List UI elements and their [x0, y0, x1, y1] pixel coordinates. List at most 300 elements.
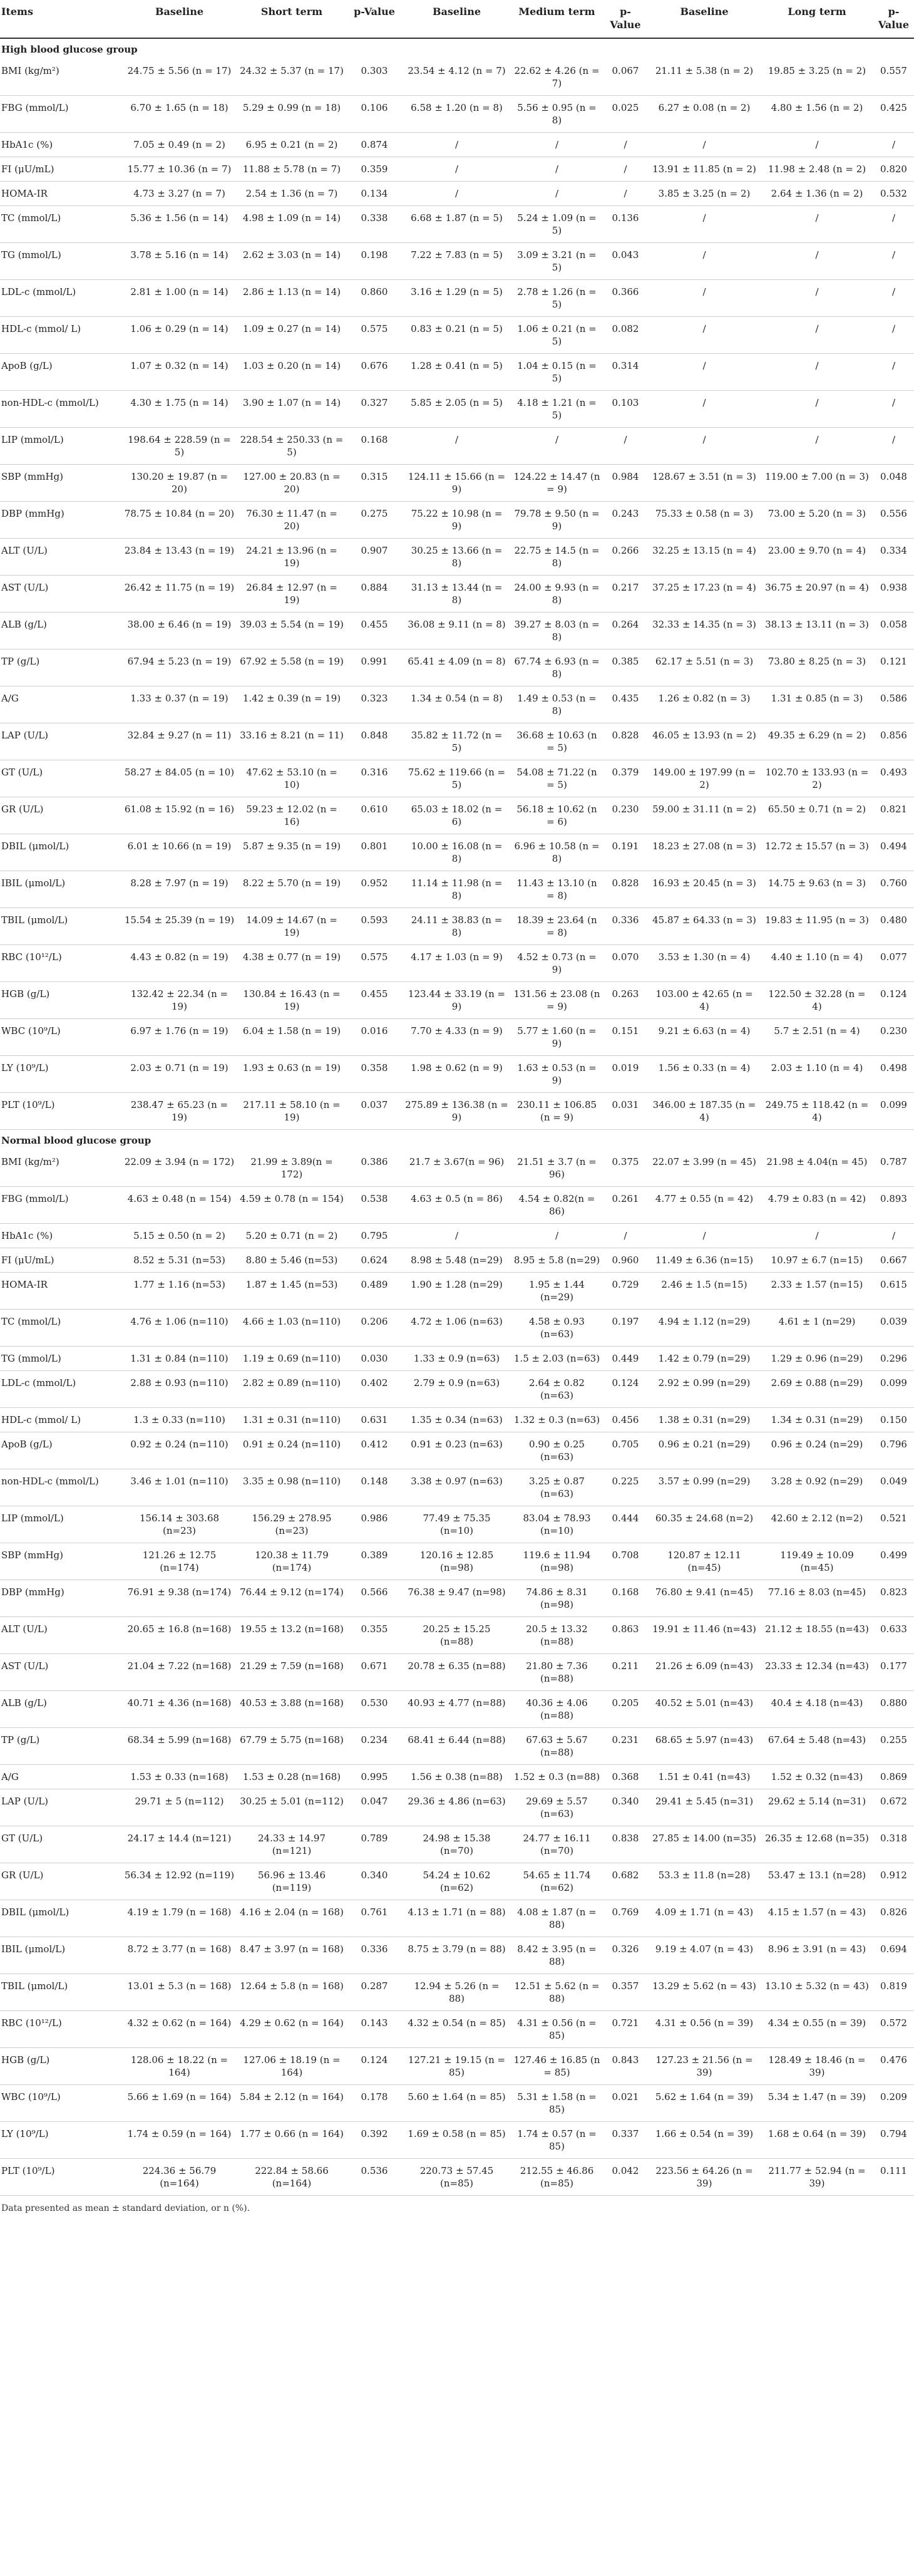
table-cell: 1.42 ± 0.79 (n=29) [648, 1347, 761, 1371]
table-cell: 0.530 [346, 1691, 403, 1728]
table-cell: 0.893 [873, 1187, 914, 1224]
row-label: LDL-c (mmol/L) [0, 280, 121, 317]
table-cell: 0.761 [346, 1900, 403, 1937]
row-label: BMI (kg/m²) [0, 1150, 121, 1187]
table-row [0, 1543, 914, 1580]
table-cell: 6.01 ± 10.66 (n = 19) [121, 834, 237, 871]
table-row [0, 1224, 914, 1248]
table-cell: 6.27 ± 0.08 (n = 2) [648, 96, 761, 133]
table-row [0, 576, 914, 613]
table-cell: 6.97 ± 1.76 (n = 19) [121, 1019, 237, 1056]
table-cell: 21.12 ± 18.55 (n=43) [761, 1617, 873, 1654]
table-cell: 220.73 ± 57.45 (n=85) [403, 2159, 511, 2196]
table-cell: 4.31 ± 0.56 (n = 85) [511, 2011, 603, 2048]
row-label: LAP (U/L) [0, 723, 121, 760]
row-label: FBG (mmol/L) [0, 96, 121, 133]
table-cell: 2.78 ± 1.26 (n = 5) [511, 280, 603, 317]
row-label: HOMA-IR [0, 182, 121, 206]
row-label: ApoB (g/L) [0, 1432, 121, 1469]
table-cell: 3.35 ± 0.98 (n=110) [237, 1469, 346, 1506]
table-cell: 6.58 ± 1.20 (n = 8) [403, 96, 511, 133]
table-cell: 5.31 ± 1.58 (n = 85) [511, 2085, 603, 2122]
table-cell: 0.631 [346, 1408, 403, 1432]
table-row [0, 1150, 914, 1187]
table-cell: 0.206 [346, 1310, 403, 1347]
table-cell: 4.08 ± 1.87 (n = 88) [511, 1900, 603, 1937]
table-cell: 0.230 [603, 797, 648, 834]
table-cell: 1.06 ± 0.29 (n = 14) [121, 317, 237, 354]
table-cell: 1.34 ± 0.31 (n=29) [761, 1408, 873, 1432]
table-cell: / [511, 428, 603, 465]
table-cell: 0.359 [346, 157, 403, 182]
table-cell: 0.231 [603, 1728, 648, 1765]
table-cell: 119.00 ± 7.00 (n = 3) [761, 465, 873, 502]
table-cell: 0.912 [873, 1863, 914, 1900]
table-footnote: Data presented as mean ± standard deviation, or n (%). [1, 2203, 250, 2213]
table-cell: 0.705 [603, 1432, 648, 1469]
table-cell: 0.358 [346, 1056, 403, 1093]
table-cell: 0.986 [346, 1506, 403, 1543]
table-cell: 1.26 ± 0.82 (n = 3) [648, 686, 761, 723]
table-row [0, 243, 914, 280]
table-cell: 0.327 [346, 391, 403, 428]
table-cell: 211.77 ± 52.94 (n = 39) [761, 2159, 873, 2196]
table-cell: / [648, 428, 761, 465]
table-cell: 156.14 ± 303.68 (n=23) [121, 1506, 237, 1543]
table-row [0, 502, 914, 539]
table-cell: 3.53 ± 1.30 (n = 4) [648, 945, 761, 982]
table-cell: / [603, 133, 648, 157]
table-cell: 238.47 ± 65.23 (n = 19) [121, 1093, 237, 1130]
table-cell: 0.476 [873, 2048, 914, 2085]
table-cell: 0.111 [873, 2159, 914, 2196]
table-cell: / [403, 1224, 511, 1248]
table-cell: 1.33 ± 0.9 (n=63) [403, 1347, 511, 1371]
table-cell: 59.23 ± 12.02 (n = 16) [237, 797, 346, 834]
table-cell: 0.435 [603, 686, 648, 723]
table-cell: 0.449 [603, 1347, 648, 1371]
table-cell: 26.35 ± 12.68 (n=35) [761, 1826, 873, 1863]
table-cell: 0.168 [603, 1580, 648, 1617]
table-cell: 4.17 ± 1.03 (n = 9) [403, 945, 511, 982]
row-label: GR (U/L) [0, 1863, 121, 1900]
table-cell: 149.00 ± 197.99 (n = 2) [648, 760, 761, 797]
table-cell: 0.209 [873, 2085, 914, 2122]
table-cell: 3.25 ± 0.87 (n=63) [511, 1469, 603, 1506]
table-cell: 5.87 ± 9.35 (n = 19) [237, 834, 346, 871]
row-label: WBC (10⁹/L) [0, 2085, 121, 2122]
table-cell: 0.379 [603, 760, 648, 797]
table-cell: 4.38 ± 0.77 (n = 19) [237, 945, 346, 982]
table-cell: 16.93 ± 20.45 (n = 3) [648, 871, 761, 908]
table-cell: / [648, 206, 761, 243]
table-cell: 40.52 ± 5.01 (n=43) [648, 1691, 761, 1728]
table-cell: 0.334 [873, 539, 914, 576]
table-cell: 0.795 [346, 1224, 403, 1248]
table-cell: 0.960 [603, 1248, 648, 1273]
table-cell: 19.85 ± 3.25 (n = 2) [761, 59, 873, 96]
row-label: ALT (U/L) [0, 539, 121, 576]
table-cell: 11.43 ± 13.10 (n = 8) [511, 871, 603, 908]
table-cell: 1.04 ± 0.15 (n = 5) [511, 354, 603, 391]
table-cell: 6.95 ± 0.21 (n = 2) [237, 133, 346, 157]
table-cell: 0.96 ± 0.21 (n=29) [648, 1432, 761, 1469]
table-cell: 5.34 ± 1.47 (n = 39) [761, 2085, 873, 2122]
table-cell: 102.70 ± 133.93 (n = 2) [761, 760, 873, 797]
table-cell: 3.38 ± 0.97 (n=63) [403, 1469, 511, 1506]
table-cell: 0.672 [873, 1789, 914, 1826]
table-cell: 23.00 ± 9.70 (n = 4) [761, 539, 873, 576]
table-cell: / [761, 280, 873, 317]
table-cell: 4.72 ± 1.06 (n=63) [403, 1310, 511, 1347]
table-cell: 212.55 ± 46.86 (n=85) [511, 2159, 603, 2196]
table-row [0, 1863, 914, 1900]
table-cell: 13.29 ± 5.62 (n = 43) [648, 1974, 761, 2011]
table-cell: 0.856 [873, 723, 914, 760]
table-cell: 4.18 ± 1.21 (n = 5) [511, 391, 603, 428]
table-cell: 22.75 ± 14.5 (n = 8) [511, 539, 603, 576]
table-cell: 2.54 ± 1.36 (n = 7) [237, 182, 346, 206]
table-cell: 0.386 [346, 1150, 403, 1187]
table-cell: 24.17 ± 14.4 (n=121) [121, 1826, 237, 1863]
table-cell: 1.52 ± 0.32 (n=43) [761, 1765, 873, 1789]
table-cell: 0.340 [346, 1863, 403, 1900]
table-cell: 128.67 ± 3.51 (n = 3) [648, 465, 761, 502]
table-cell: 67.79 ± 5.75 (n=168) [237, 1728, 346, 1765]
table-cell: 123.44 ± 33.19 (n = 9) [403, 982, 511, 1019]
table-cell: 65.03 ± 18.02 (n = 6) [403, 797, 511, 834]
table-cell: 1.87 ± 1.45 (n=53) [237, 1273, 346, 1310]
table-cell: 0.91 ± 0.23 (n=63) [403, 1432, 511, 1469]
table-cell: 0.368 [603, 1765, 648, 1789]
table-cell: 11.88 ± 5.78 (n = 7) [237, 157, 346, 182]
table-cell: 8.42 ± 3.95 (n = 88) [511, 1937, 603, 1974]
table-cell: 124.11 ± 15.66 (n = 9) [403, 465, 511, 502]
table-cell: 0.907 [346, 539, 403, 576]
row-label: PLT (10⁹/L) [0, 2159, 121, 2196]
table-cell: 0.615 [873, 1273, 914, 1310]
table-cell: 2.82 ± 0.89 (n=110) [237, 1371, 346, 1408]
table-cell: 8.72 ± 3.77 (n = 168) [121, 1937, 237, 1974]
table-cell: 127.23 ± 21.56 (n = 39) [648, 2048, 761, 2085]
row-label: PLT (10⁹/L) [0, 1093, 121, 1130]
table-cell: 5.36 ± 1.56 (n = 14) [121, 206, 237, 243]
table-cell: 120.38 ± 11.79 (n=174) [237, 1543, 346, 1580]
table-row [0, 1371, 914, 1408]
table-cell: / [603, 428, 648, 465]
table-cell: 33.16 ± 8.21 (n = 11) [237, 723, 346, 760]
table-cell: 1.03 ± 0.20 (n = 14) [237, 354, 346, 391]
column-header: p-Value [603, 1, 648, 38]
table-row [0, 1187, 914, 1224]
table-row [0, 2159, 914, 2196]
table-cell: 21.11 ± 5.38 (n = 2) [648, 59, 761, 96]
row-label: SBP (mmHg) [0, 1543, 121, 1580]
table-cell: 77.49 ± 75.35 (n=10) [403, 1506, 511, 1543]
table-cell: 0.021 [603, 2085, 648, 2122]
row-label: HbA1c (%) [0, 1224, 121, 1248]
header-row [0, 1, 914, 38]
table-cell: 22.09 ± 3.94 (n = 172) [121, 1150, 237, 1187]
table-row [0, 280, 914, 317]
table-row [0, 1273, 914, 1310]
table-cell: 4.63 ± 0.5 (n = 86) [403, 1187, 511, 1224]
table-cell: 0.168 [346, 428, 403, 465]
table-cell: / [873, 354, 914, 391]
table-cell: 127.21 ± 19.15 (n = 85) [403, 2048, 511, 2085]
table-cell: 0.828 [603, 723, 648, 760]
table-cell: 5.66 ± 1.69 (n = 164) [121, 2085, 237, 2122]
table-cell: 0.586 [873, 686, 914, 723]
row-label: GT (U/L) [0, 1826, 121, 1863]
table-cell: 0.287 [346, 1974, 403, 2011]
table-cell: / [761, 391, 873, 428]
table-cell: 1.19 ± 0.69 (n=110) [237, 1347, 346, 1371]
row-label: DBP (mmHg) [0, 502, 121, 539]
table-cell: 0.337 [603, 2122, 648, 2159]
table-cell: 4.63 ± 0.48 (n = 154) [121, 1187, 237, 1224]
table-cell: 12.94 ± 5.26 (n = 88) [403, 1974, 511, 2011]
table-cell: 0.030 [346, 1347, 403, 1371]
row-label: LIP (mmol/L) [0, 428, 121, 465]
table-cell: 0.708 [603, 1543, 648, 1580]
table-cell: 47.62 ± 53.10 (n = 10) [237, 760, 346, 797]
table-cell: 8.95 ± 5.8 (n=29) [511, 1248, 603, 1273]
row-label: ALB (g/L) [0, 1691, 121, 1728]
table-cell: 0.016 [346, 1019, 403, 1056]
table-cell: 0.860 [346, 280, 403, 317]
table-row [0, 391, 914, 428]
table-cell: 32.25 ± 13.15 (n = 4) [648, 539, 761, 576]
row-label: DBP (mmHg) [0, 1580, 121, 1617]
table-cell: 0.676 [346, 354, 403, 391]
table-cell: 0.863 [603, 1617, 648, 1654]
row-label: HOMA-IR [0, 1273, 121, 1310]
table-cell: 0.121 [873, 649, 914, 686]
table-cell: 0.019 [603, 1056, 648, 1093]
table-cell: 5.29 ± 0.99 (n = 18) [237, 96, 346, 133]
table-cell: 2.62 ± 3.03 (n = 14) [237, 243, 346, 280]
row-label: GT (U/L) [0, 760, 121, 797]
table-row [0, 2085, 914, 2122]
table-cell: 0.843 [603, 2048, 648, 2085]
table-cell: 40.4 ± 4.18 (n=43) [761, 1691, 873, 1728]
table-cell: 65.50 ± 0.71 (n = 2) [761, 797, 873, 834]
table-cell: 4.52 ± 0.73 (n = 9) [511, 945, 603, 982]
table-cell: 3.28 ± 0.92 (n=29) [761, 1469, 873, 1506]
table-cell: 0.077 [873, 945, 914, 982]
table-cell: 0.575 [346, 317, 403, 354]
table-cell: 74.86 ± 8.31 (n=98) [511, 1580, 603, 1617]
table-cell: 0.042 [603, 2159, 648, 2196]
column-header: Baseline [121, 1, 237, 38]
table-cell: 0.106 [346, 96, 403, 133]
table-cell: 6.04 ± 1.58 (n = 19) [237, 1019, 346, 1056]
row-label: TP (g/L) [0, 649, 121, 686]
table-cell: 32.84 ± 9.27 (n = 11) [121, 723, 237, 760]
table-cell: / [761, 317, 873, 354]
table-cell: 1.90 ± 1.28 (n=29) [403, 1273, 511, 1310]
table-cell: 1.42 ± 0.39 (n = 19) [237, 686, 346, 723]
table-cell: 4.73 ± 3.27 (n = 7) [121, 182, 237, 206]
table-cell: 20.25 ± 15.25 (n=88) [403, 1617, 511, 1654]
table-cell: 21.98 ± 4.04(n = 45) [761, 1150, 873, 1187]
table-cell: 0.952 [346, 871, 403, 908]
table-cell: / [873, 243, 914, 280]
table-cell: 29.36 ± 4.86 (n=63) [403, 1789, 511, 1826]
table-cell: / [603, 182, 648, 206]
table-cell: 1.09 ± 0.27 (n = 14) [237, 317, 346, 354]
table-cell: 0.143 [346, 2011, 403, 2048]
table-cell: 2.79 ± 0.9 (n=63) [403, 1371, 511, 1408]
table-row [0, 1310, 914, 1347]
table-row [0, 157, 914, 182]
table-cell: 46.05 ± 13.93 (n = 2) [648, 723, 761, 760]
table-cell: 7.22 ± 7.83 (n = 5) [403, 243, 511, 280]
table-cell: 0.566 [346, 1580, 403, 1617]
table-cell: 5.77 ± 1.60 (n = 9) [511, 1019, 603, 1056]
table-cell: 124.22 ± 14.47 (n = 9) [511, 465, 603, 502]
table-cell: 20.65 ± 16.8 (n=168) [121, 1617, 237, 1654]
row-label: TC (mmol/L) [0, 206, 121, 243]
results-table [0, 1, 914, 2196]
table-cell: 275.89 ± 136.38 (n = 9) [403, 1093, 511, 1130]
table-cell: 32.33 ± 14.35 (n = 3) [648, 613, 761, 649]
table-row [0, 760, 914, 797]
table-cell: 0.099 [873, 1371, 914, 1408]
table-cell: 0.575 [346, 945, 403, 982]
table-cell: 0.425 [873, 96, 914, 133]
row-label: LY (10⁹/L) [0, 1056, 121, 1093]
table-cell: / [511, 133, 603, 157]
table-cell: 0.150 [873, 1408, 914, 1432]
table-cell: 0.366 [603, 280, 648, 317]
table-cell: / [648, 280, 761, 317]
row-label: AST (U/L) [0, 576, 121, 613]
row-label: FI (μU/mL) [0, 157, 121, 182]
table-cell: 4.13 ± 1.71 (n = 88) [403, 1900, 511, 1937]
row-label: WBC (10⁹/L) [0, 1019, 121, 1056]
table-cell: 78.75 ± 10.84 (n = 20) [121, 502, 237, 539]
row-label: LDL-c (mmol/L) [0, 1371, 121, 1408]
table-cell: 8.52 ± 5.31 (n=53) [121, 1248, 237, 1273]
table-cell: 122.50 ± 32.28 (n = 4) [761, 982, 873, 1019]
table-row [0, 1937, 914, 1974]
table-cell: 68.65 ± 5.97 (n=43) [648, 1728, 761, 1765]
table-cell: 4.58 ± 0.93 (n=63) [511, 1310, 603, 1347]
table-cell: / [873, 206, 914, 243]
table-cell: 198.64 ± 228.59 (n = 5) [121, 428, 237, 465]
table-cell: 1.31 ± 0.85 (n = 3) [761, 686, 873, 723]
table-cell: 8.22 ± 5.70 (n = 19) [237, 871, 346, 908]
table-cell: / [761, 243, 873, 280]
table-cell: / [761, 428, 873, 465]
table-cell: / [403, 133, 511, 157]
table-cell: / [761, 133, 873, 157]
row-label: ALT (U/L) [0, 1617, 121, 1654]
table-row [0, 1093, 914, 1130]
row-label: non-HDL-c (mmol/L) [0, 391, 121, 428]
table-cell: 0.217 [603, 576, 648, 613]
table-cell: 0.480 [873, 908, 914, 945]
table-cell: 119.49 ± 10.09 (n=45) [761, 1543, 873, 1580]
table-cell: 67.94 ± 5.23 (n = 19) [121, 649, 237, 686]
table-cell: 9.21 ± 6.63 (n = 4) [648, 1019, 761, 1056]
table-cell: 127.06 ± 18.19 (n = 164) [237, 2048, 346, 2085]
table-cell: 4.66 ± 1.03 (n=110) [237, 1310, 346, 1347]
table-row [0, 613, 914, 649]
table-cell: 0.869 [873, 1765, 914, 1789]
table-cell: 0.385 [603, 649, 648, 686]
table-cell: 1.3 ± 0.33 (n=110) [121, 1408, 237, 1432]
table-cell: 0.067 [603, 59, 648, 96]
table-cell: 1.93 ± 0.63 (n = 19) [237, 1056, 346, 1093]
table-cell: / [511, 157, 603, 182]
table-cell: 6.68 ± 1.87 (n = 5) [403, 206, 511, 243]
row-label: GR (U/L) [0, 797, 121, 834]
table-cell: / [873, 317, 914, 354]
table-cell: 4.29 ± 0.62 (n = 164) [237, 2011, 346, 2048]
table-cell: 42.60 ± 2.12 (n=2) [761, 1506, 873, 1543]
table-cell: 127.00 ± 20.83 (n = 20) [237, 465, 346, 502]
table-row [0, 354, 914, 391]
table-cell: 38.13 ± 13.11 (n = 3) [761, 613, 873, 649]
row-label: DBIL (μmol/L) [0, 1900, 121, 1937]
table-row [0, 982, 914, 1019]
table-cell: 21.80 ± 7.36 (n=88) [511, 1654, 603, 1691]
table-cell: 4.98 ± 1.09 (n = 14) [237, 206, 346, 243]
table-row [0, 2011, 914, 2048]
table-cell: 5.62 ± 1.64 (n = 39) [648, 2085, 761, 2122]
table-cell: / [648, 317, 761, 354]
table-cell: 22.62 ± 4.26 (n = 7) [511, 59, 603, 96]
table-header [0, 1, 914, 38]
table-row [0, 945, 914, 982]
column-header: Short term [237, 1, 346, 38]
table-cell: 12.51 ± 5.62 (n = 88) [511, 1974, 603, 2011]
table-cell: 0.255 [873, 1728, 914, 1765]
table-cell: 4.76 ± 1.06 (n=110) [121, 1310, 237, 1347]
table-cell: 1.77 ± 1.16 (n=53) [121, 1273, 237, 1310]
table-cell: 24.98 ± 15.38 (n=70) [403, 1826, 511, 1863]
table-cell: 0.318 [873, 1826, 914, 1863]
table-cell: 0.177 [873, 1654, 914, 1691]
column-header: Medium term [511, 1, 603, 38]
table-row [0, 797, 914, 834]
table-cell: 26.84 ± 12.97 (n = 19) [237, 576, 346, 613]
table-cell: 0.938 [873, 576, 914, 613]
row-label: FI (μU/mL) [0, 1248, 121, 1273]
row-label: IBIL (μmol/L) [0, 871, 121, 908]
table-cell: 37.25 ± 17.23 (n = 4) [648, 576, 761, 613]
table-cell: 0.151 [603, 1019, 648, 1056]
table-cell: 1.34 ± 0.54 (n = 8) [403, 686, 511, 723]
table-cell: 0.532 [873, 182, 914, 206]
row-label: HGB (g/L) [0, 2048, 121, 2085]
table-row [0, 2048, 914, 2085]
table-cell: 3.09 ± 3.21 (n = 5) [511, 243, 603, 280]
table-cell: 0.049 [873, 1469, 914, 1506]
table-cell: 1.5 ± 2.03 (n=63) [511, 1347, 603, 1371]
table-cell: / [403, 157, 511, 182]
table-cell: 0.995 [346, 1765, 403, 1789]
row-label: RBC (10¹²/L) [0, 945, 121, 982]
table-cell: 0.96 ± 0.24 (n=29) [761, 1432, 873, 1469]
table-cell: 228.54 ± 250.33 (n = 5) [237, 428, 346, 465]
table-cell: 76.44 ± 9.12 (n=174) [237, 1580, 346, 1617]
table-cell: 75.33 ± 0.58 (n = 3) [648, 502, 761, 539]
table-cell: 2.88 ± 0.93 (n=110) [121, 1371, 237, 1408]
